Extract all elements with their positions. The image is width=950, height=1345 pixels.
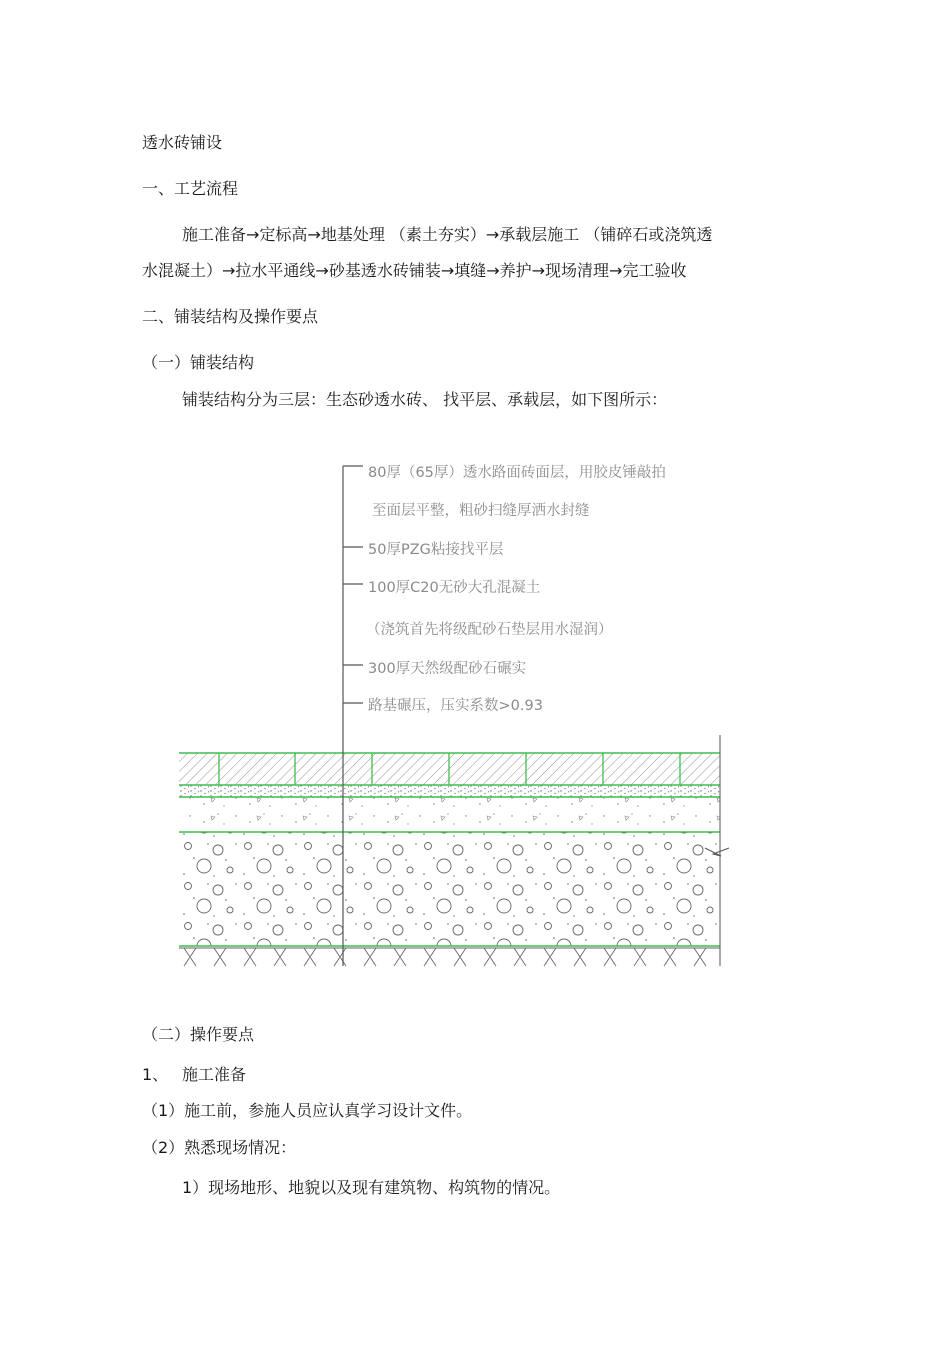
label-concrete-layer: 100厚C20无砂大孔混凝土 [368,580,541,596]
heading-structure: 二、铺装结构及操作要点 [142,307,319,326]
subheading-operation-points: （二）操作要点 [142,1025,255,1044]
label-leveling-layer: 50厚PZG粘接找平层 [368,542,504,558]
label-concrete-note: （浇筑首先将级配砂石垫层用水湿润） [366,622,613,638]
item-1-2: （2）熟悉现场情况： [142,1138,297,1157]
label-paving-brick: 80厚（65厚）透水路面砖面层，用胶皮锤敲拍 [368,465,666,481]
item-1-number: 1、 [142,1065,169,1084]
item-1-title: 施工准备 [182,1065,247,1084]
item-1-2-1: 1）现场地形、地貌以及现有建筑物、构筑物的情况。 [182,1178,561,1197]
structure-description: 铺装结构分为三层：生态砂透水砖、 找平层、承载层，如下图所示： [182,390,668,409]
label-paving-brick-cont: 至面层平整，粗砂扫缝厚洒水封缝 [372,503,590,519]
item-1-1: （1）施工前，参施人员应认真学习设计文件。 [142,1101,473,1120]
doc-title: 透水砖铺设 [142,133,223,152]
process-flow-line-1: 施工准备→定标高→地基处理 （素土夯实）→承载层施工 （铺碎石或浇筑透 [182,225,713,244]
label-gravel-layer: 300厚天然级配砂石碾实 [368,661,527,677]
label-subgrade: 路基碾压，压实系数>0.93 [368,698,543,714]
heading-process: 一、工艺流程 [142,179,239,198]
subheading-paving-structure: （一）铺装结构 [142,353,255,372]
process-flow-line-2: 水混凝土）→拉水平通线→砂基透水砖铺装→填缝→养护→现场清理→完工验收 [142,261,687,280]
